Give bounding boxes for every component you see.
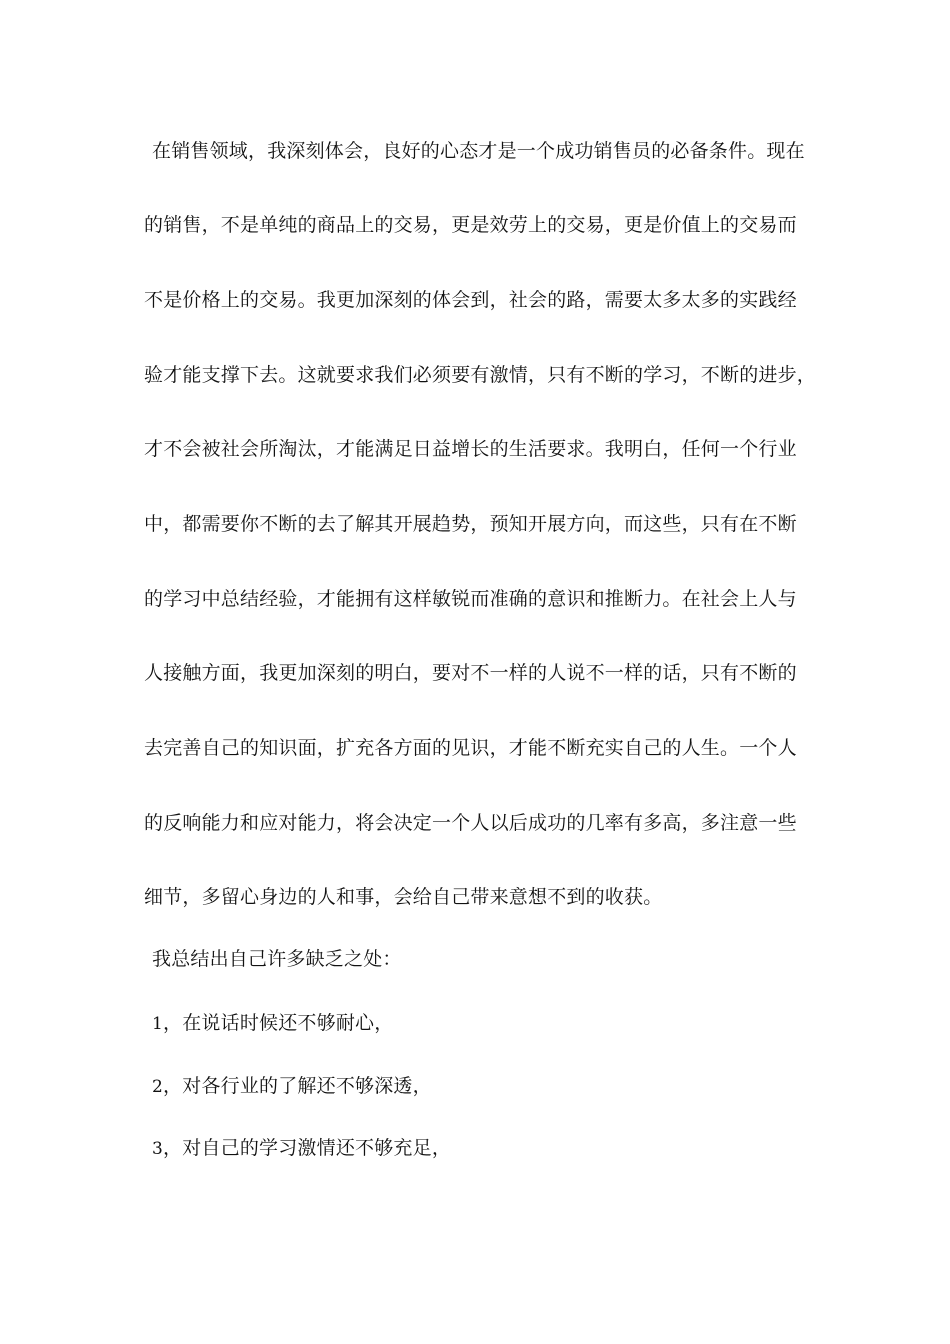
paragraph-line: 细节，多留心身边的人和事，会给自己带来意想不到的收获。 (144, 886, 663, 908)
paragraph-line: 不是价格上的交易。我更加深刻的体会到，社会的路，需要太多太多的实践经 (144, 289, 797, 311)
list-item-number: 3 (152, 1139, 164, 1159)
list-item-text: ，对各行业的了解还不够深透， (163, 1075, 432, 1097)
list-item (152, 1074, 832, 1099)
paragraph-line: 人接触方面，我更加深刻的明白，要对不一样的人说不一样的话，只有不断的 (144, 662, 797, 684)
paragraph-line: 中，都需要你不断的去了解其开展趋势，预知开展方向，而这些，只有在不断 (144, 513, 797, 535)
paragraph-line: 验才能支撑下去。这就要求我们必须要有激情，只有不断的学习，不断的进步， (144, 364, 817, 386)
paragraph-line: 去完善自己的知识面，扩充各方面的见识，才能不断充实自己的人生。一个人 (144, 737, 797, 759)
paragraph-line: 才不会被社会所淘汰，才能满足日益增长的生活要求。我明白，任何一个行业 (144, 438, 797, 460)
paragraph-line: 的反响能力和应对能力，将会决定一个人以后成功的几率有多高，多注意一些 (144, 812, 797, 834)
list-item-number: 1 (152, 1014, 164, 1034)
list-item-text: ，对自己的学习激情还不够充足， (163, 1137, 452, 1159)
paragraph-line: 的学习中总结经验，才能拥有这样敏锐而准确的意识和推断力。在社会上人与 (144, 588, 797, 610)
list-item (152, 1136, 832, 1161)
list-item (152, 1011, 832, 1036)
paragraph-line: 在销售领域，我深刻体会，良好的心态才是一个成功销售员的必备条件。现在 (152, 140, 805, 162)
list-item-text: ，在说话时候还不够耐心， (163, 1012, 394, 1034)
list-item-number: 2 (152, 1077, 164, 1097)
summary-intro: 我总结出自己许多缺乏之处： (152, 948, 402, 970)
paragraph-line: 的销售，不是单纯的商品上的交易，更是效劳上的交易，更是价值上的交易而 (144, 214, 797, 236)
